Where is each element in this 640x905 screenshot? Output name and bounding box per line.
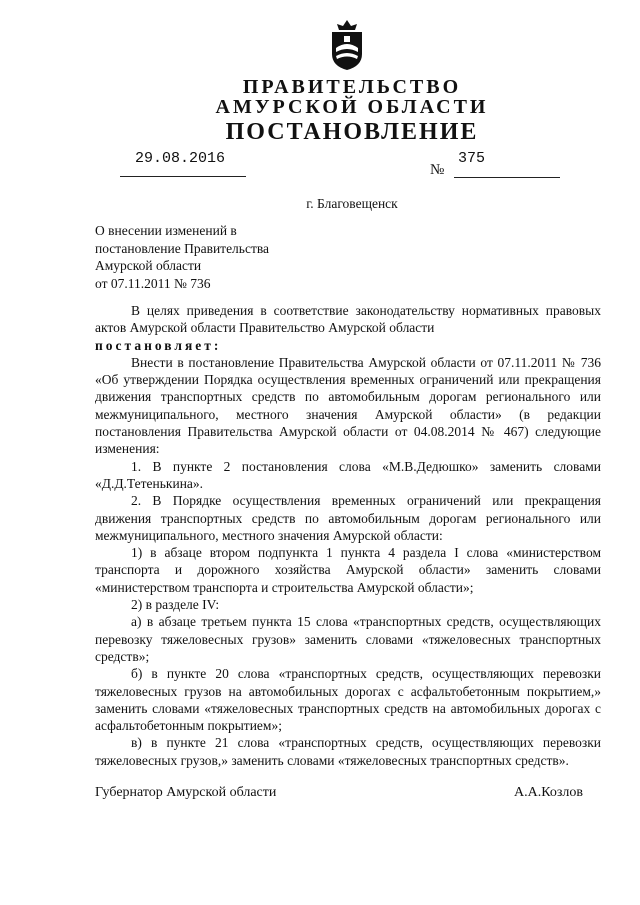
- number-underline: [454, 177, 560, 178]
- body-paragraph: 1. В пункте 2 постановления слова «М.В.Дедюшко» заменить словами «Д.Д.Тетенькина».: [95, 458, 601, 491]
- body-paragraph: Внести в постановление Правительства Амурской области от 07.11.2011 № 736 «Об утверждении Порядка осуществления временных ограничений или прекращения движения транспортных средств по автомобильным дорогам регионального или межмуниципального, местного значения Амурской области» (в редакции постановления Правительства Амурской области от 04.08.2014 № 467) следующие изменения:: [95, 354, 601, 457]
- body-paragraph: а) в абзаце третьем пункта 15 слова «транспортных средств, осуществляющих перевозку тяжеловесных грузов» заменить словами «тяжеловесных транспортных средств»;: [95, 614, 601, 664]
- subject-line: Амурской области: [95, 258, 202, 273]
- subject-line: от 07.11.2011 № 736: [95, 275, 211, 291]
- amur-oblast-coat-of-arms-icon: [326, 18, 368, 72]
- number-sign: №: [430, 162, 445, 178]
- resolves-label: постановляет:: [95, 337, 222, 353]
- subject-line: О внесении изменений в: [95, 223, 237, 238]
- document-date: 29.08.2016: [135, 150, 226, 167]
- document-body: [95, 302, 601, 769]
- body-paragraph: 2. В Порядке осуществления временных ограничений или прекращения движения транспортных средств по автомобильным дорогам регионального или межмуниципального, местного значения Амурской области:: [95, 493, 601, 543]
- signatory-position: Губернатор Амурской области: [95, 785, 277, 800]
- date-underline: [120, 176, 246, 177]
- signatory-name: А.А.Козлов: [514, 785, 583, 800]
- body-paragraph: б) в пункте 20 слова «транспортных средств, осуществляющих перевозки тяжеловесных грузов на автомобильных дорогах с асфальтобетонным покрытием,» заменить словами «тяжеловесных транспортных средств на автомобильных дорогах с асфальтобетонным покрытием»;: [95, 666, 601, 734]
- body-paragraph: 2) в разделе IV:: [131, 597, 220, 613]
- document-subject: [95, 222, 269, 292]
- government-title-line1: ПРАВИТЕЛЬСТВО: [242, 76, 462, 98]
- intro-paragraph: В целях приведения в соответствие законодательству нормативных правовых актов Амурской области Правительство Амурской области: [95, 303, 601, 336]
- subject-line: постановление Правительства: [95, 240, 270, 256]
- document-number: 375: [458, 150, 486, 167]
- document-type-title: ПОСТАНОВЛЕНИЕ: [225, 119, 479, 145]
- government-title-line2: АМУРСКОЙ ОБЛАСТИ: [215, 96, 489, 118]
- body-paragraph: 1) в абзаце втором подпункта 1 пункта 4 раздела I слова «министерством транспорта и дорожного хозяйства Амурской области» заменить словами «министерством транспорта и строительства Амурской области»;: [95, 545, 601, 595]
- body-paragraph: в) в пункте 21 слова «транспортных средств, осуществляющих перевозки тяжеловесных грузов,» заменить словами «тяжеловесных транспортных средств».: [95, 735, 601, 768]
- city-name: г. Благовещенск: [306, 196, 398, 211]
